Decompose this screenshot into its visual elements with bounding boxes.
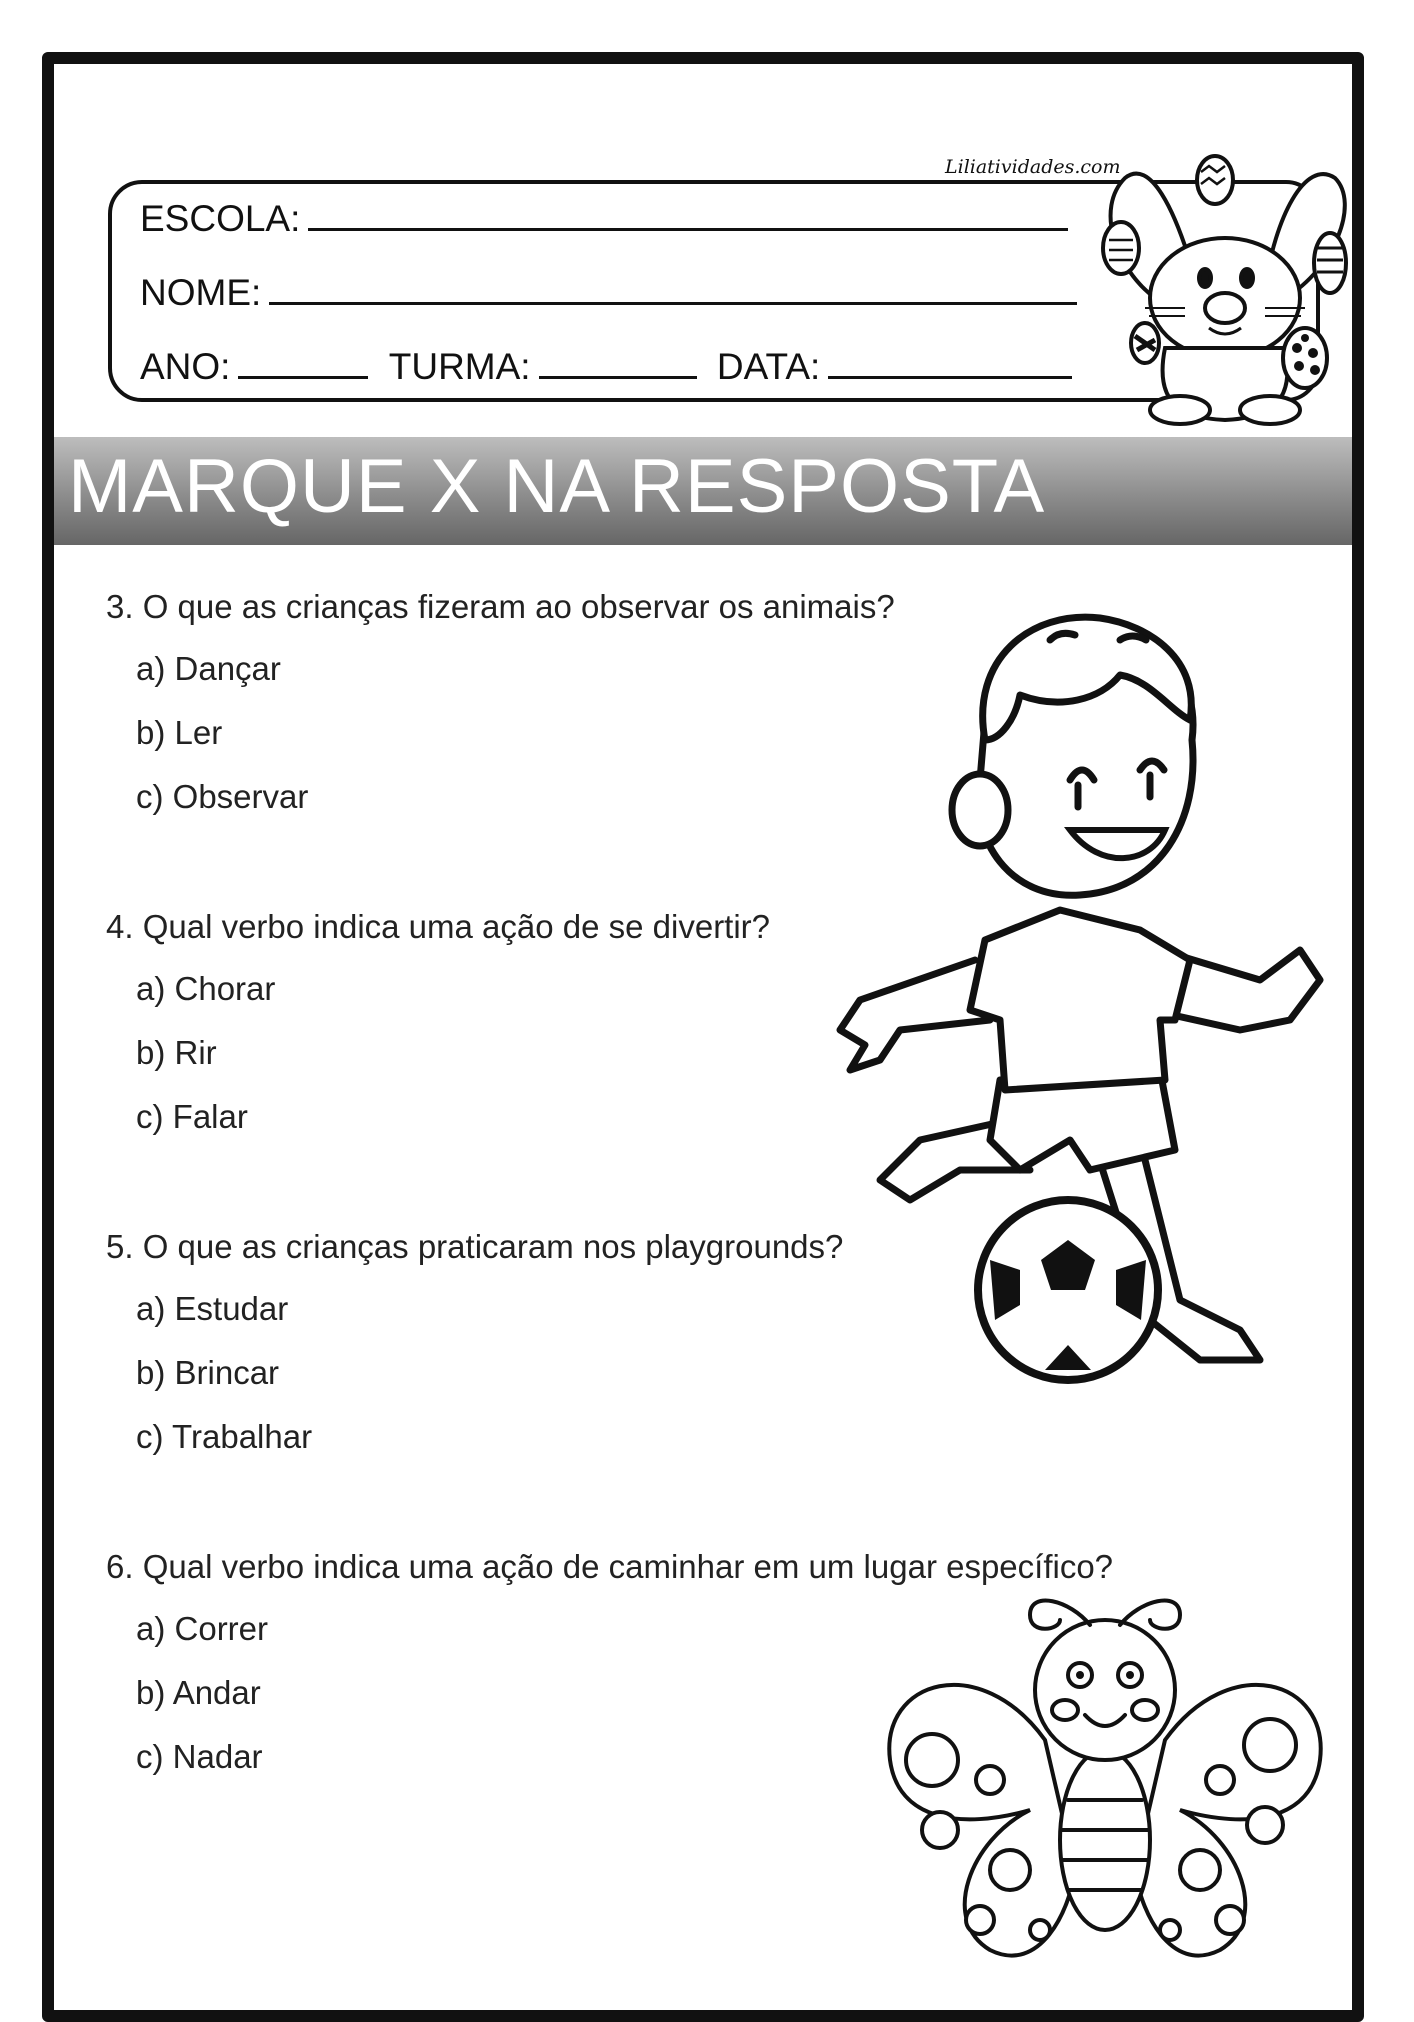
ano-input-line[interactable] (238, 346, 368, 379)
nome-field (140, 272, 1077, 314)
q5-option-c[interactable]: c) Trabalhar (136, 1418, 313, 1455)
q5-option-b[interactable]: b) Brincar (136, 1354, 280, 1391)
question-3: 3. O que as crianças fizeram ao observar os animais? (106, 588, 895, 625)
easter-bunny-illustration (1085, 148, 1355, 428)
q4-option-b[interactable]: b) Rir (136, 1034, 217, 1071)
butterfly-illustration (870, 1590, 1340, 1980)
question-6: 6. Qual verbo indica uma ação de caminhar em um lugar específico? (106, 1548, 1114, 1585)
instruction-banner (54, 437, 1352, 545)
turma-input-line[interactable] (539, 346, 697, 379)
banner-title: MARQUE X NA RESPOSTA (68, 444, 1042, 529)
q4-option-a[interactable]: a) Chorar (136, 970, 276, 1007)
q3-option-b[interactable]: b) Ler (136, 714, 223, 751)
escola-field (140, 198, 1068, 240)
q6-option-a[interactable]: a) Correr (136, 1610, 269, 1647)
q3-option-c[interactable]: c) Observar (136, 778, 309, 815)
boy-soccer-illustration (820, 600, 1360, 1400)
nome-input-line[interactable] (269, 272, 1077, 305)
escola-label: ESCOLA: (140, 198, 301, 239)
q6-option-c[interactable]: c) Nadar (136, 1738, 263, 1775)
question-4: 4. Qual verbo indica uma ação de se divertir? (106, 908, 771, 945)
question-5: 5. O que as crianças praticaram nos playgrounds? (106, 1228, 844, 1265)
escola-input-line[interactable] (308, 198, 1068, 231)
q3-option-a[interactable]: a) Dançar (136, 650, 281, 687)
turma-label: TURMA: (388, 346, 531, 387)
data-label: DATA: (716, 346, 821, 387)
ano-turma-data-field (140, 346, 1072, 388)
site-watermark: Liliatividades.com (945, 156, 1121, 178)
ano-label: ANO: (140, 346, 231, 387)
q4-option-c[interactable]: c) Falar (136, 1098, 248, 1135)
q5-option-a[interactable]: a) Estudar (136, 1290, 289, 1327)
q6-option-b[interactable]: b) Andar (136, 1674, 261, 1711)
nome-label: NOME: (140, 272, 262, 313)
data-input-line[interactable] (828, 346, 1072, 379)
